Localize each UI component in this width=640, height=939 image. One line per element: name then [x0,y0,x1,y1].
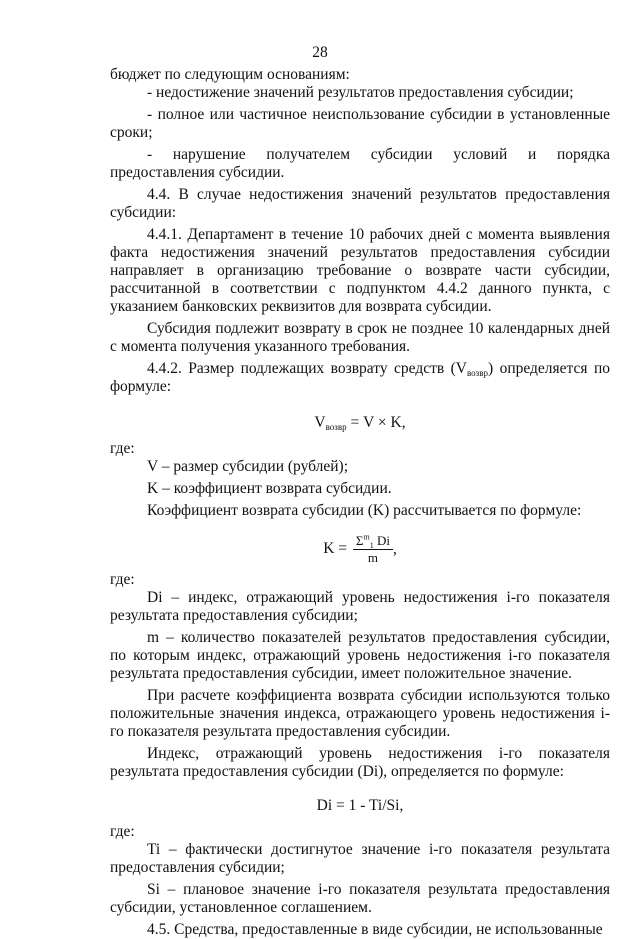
paragraph: 4.5. Средства, предоставленные в виде субсидии, не использованные [147,921,603,938]
formula-text: , [392,540,397,558]
sigma-symbol: Σ [355,533,364,548]
formula-text: Di [373,533,390,548]
superscript: m [363,532,370,542]
definition: Ti – фактически достигнутое значение i-го показателя результата предоставления субсидии; [110,841,610,876]
definition: m – количество показателей результатов предоставления субсидии, по которым индекс, отражающий уровень недостижения i-го показателя результата предоставления субсидии, имеет положительное значение. [110,629,610,682]
document-body [110,66,610,939]
paragraph-text: ) определяется по формуле: [110,360,610,395]
paragraph: 4.4.1. Департамент в течение 10 рабочих дней с момента выявления факта недостижения значений результатов предоставления субсидии направляет в организацию требование о возврате части субсидии, рассчитанной в соответствии с подпунктом 4.4.2 данного пункта, с указанием банковских реквизитов для возврата субсидии. [110,226,610,315]
fraction-denominator: m [367,550,378,565]
list-item: - нарушение получателем субсидии условий и порядка предоставления субсидии. [110,146,610,181]
paragraph: Индекс, отражающий уровень недостижения i-го показателя результата предоставления субсидии (Di), определяется по формуле: [110,745,610,780]
paragraph [110,360,610,396]
paragraph: бюджет по следующим основаниям: [110,66,350,83]
fraction-numerator [353,534,393,550]
fraction [353,534,393,565]
paragraph: 4.4. В случае недостижения значений результатов предоставления субсидии: [110,186,610,221]
definition: Si – плановое значение i-го показателя результата предоставления субсидии, установленное соглашением. [110,881,610,916]
definition: K – коэффициент возврата субсидии. [147,480,392,497]
where-label: где: [110,823,135,840]
formula-text: V [314,414,326,431]
formula-text: K = [323,540,351,558]
subscript: 1 [369,541,374,550]
subscript: возвр [325,422,347,432]
list-item: - полное или частичное неиспользование субсидии в установленные сроки; [110,106,610,141]
where-label: где: [110,571,135,588]
formula-refund-coefficient [110,520,610,571]
paragraph: Коэффициент возврата субсидии (K) рассчитывается по формуле: [147,502,582,519]
page-number: 28 [312,44,328,61]
formula-text: = V × K, [346,414,406,431]
formula-index: Di = 1 - Ti/Si, [316,797,404,814]
subscript: возвр [466,368,488,378]
definition: Di – индекс, отражающий уровень недостижения i-го показателя результата предоставления субсидии; [110,589,610,624]
paragraph: При расчете коэффициента возврата субсидии используются только положительные значения индекса, отражающего уровень недостижения i-го показателя результата предоставления субсидии. [110,687,610,740]
paragraph-text: 4.4.2. Размер подлежащих возврату средств (V [147,360,467,377]
list-item: - недостижение значений результатов предоставления субсидии; [147,84,574,101]
where-label: где: [110,440,135,457]
paragraph: Субсидия подлежит возврату в срок не позднее 10 календарных дней с момента получения указанного требования. [110,320,610,355]
formula-refund-amount [110,396,610,440]
definition: V – размер субсидии (рублей); [147,458,349,475]
